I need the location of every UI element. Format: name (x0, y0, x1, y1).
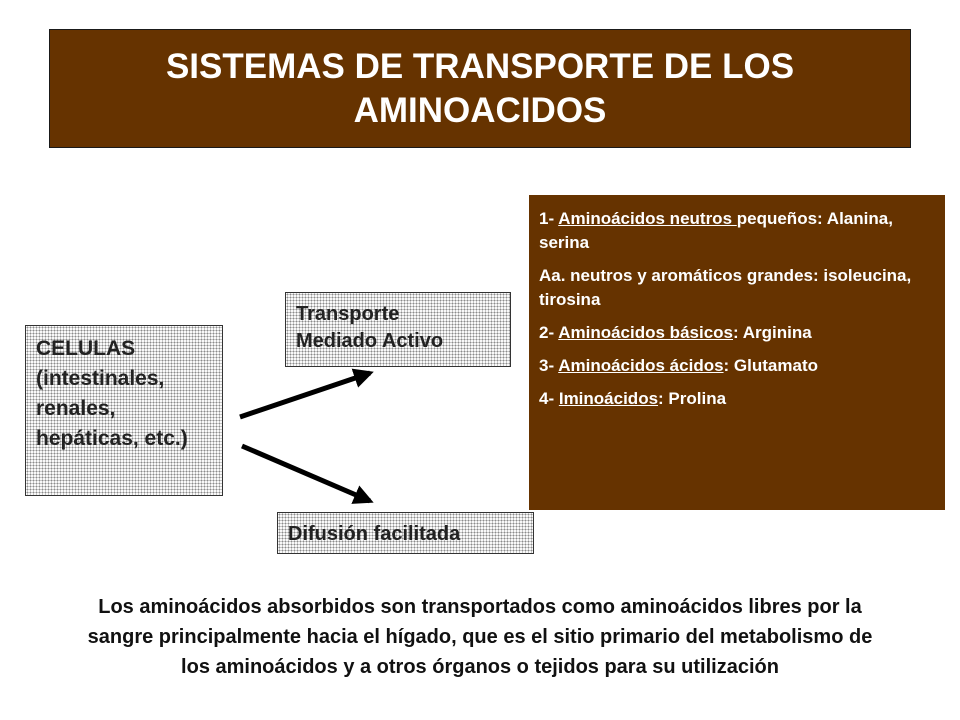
footer-line-1: Los aminoácidos absorbidos son transportados como aminoácidos libres por la (98, 596, 862, 618)
cells-line-4: hepáticas, etc.) (36, 427, 188, 450)
arrow-to-facilitated-diffusion (242, 446, 370, 501)
footer-line-3: los aminoácidos y a otros órganos o tejidos para su utilización (181, 656, 779, 678)
transport-line-2: Mediado Activo (296, 330, 444, 352)
footer-text (10, 592, 950, 682)
list-item-acidic: 3- Aminoácidos ácidos: Glutamato (539, 356, 818, 375)
title-line-1: SISTEMAS DE TRANSPORTE DE LOS (165, 46, 795, 86)
cells-line-1: CELULAS (36, 337, 136, 360)
transport-line-1: Transporte (296, 303, 400, 325)
list-item-imino: 4- Iminoácidos: Prolina (539, 389, 727, 408)
list-item-neutral-small: 1- Aminoácidos neutros pequeños: Alanina, serina (539, 209, 893, 252)
cells-line-2: (intestinales, (36, 367, 165, 390)
footer-line-2: sangre principalmente hacia el hígado, que es el sitio primario del metabolismo de (87, 626, 873, 648)
list-item-basic: 2- Aminoácidos básicos: Arginina (539, 323, 812, 342)
list-item-neutral-aromatic: Aa. neutros y aromáticos grandes: isoleucina, tirosina (539, 266, 912, 309)
diffusion-label: Difusión facilitada (288, 523, 461, 545)
title-line-2: AMINOACIDOS (353, 90, 607, 130)
arrow-to-active-transport (240, 373, 370, 417)
aminoacid-systems-list (529, 195, 945, 510)
cells-line-3: renales, (36, 397, 116, 420)
